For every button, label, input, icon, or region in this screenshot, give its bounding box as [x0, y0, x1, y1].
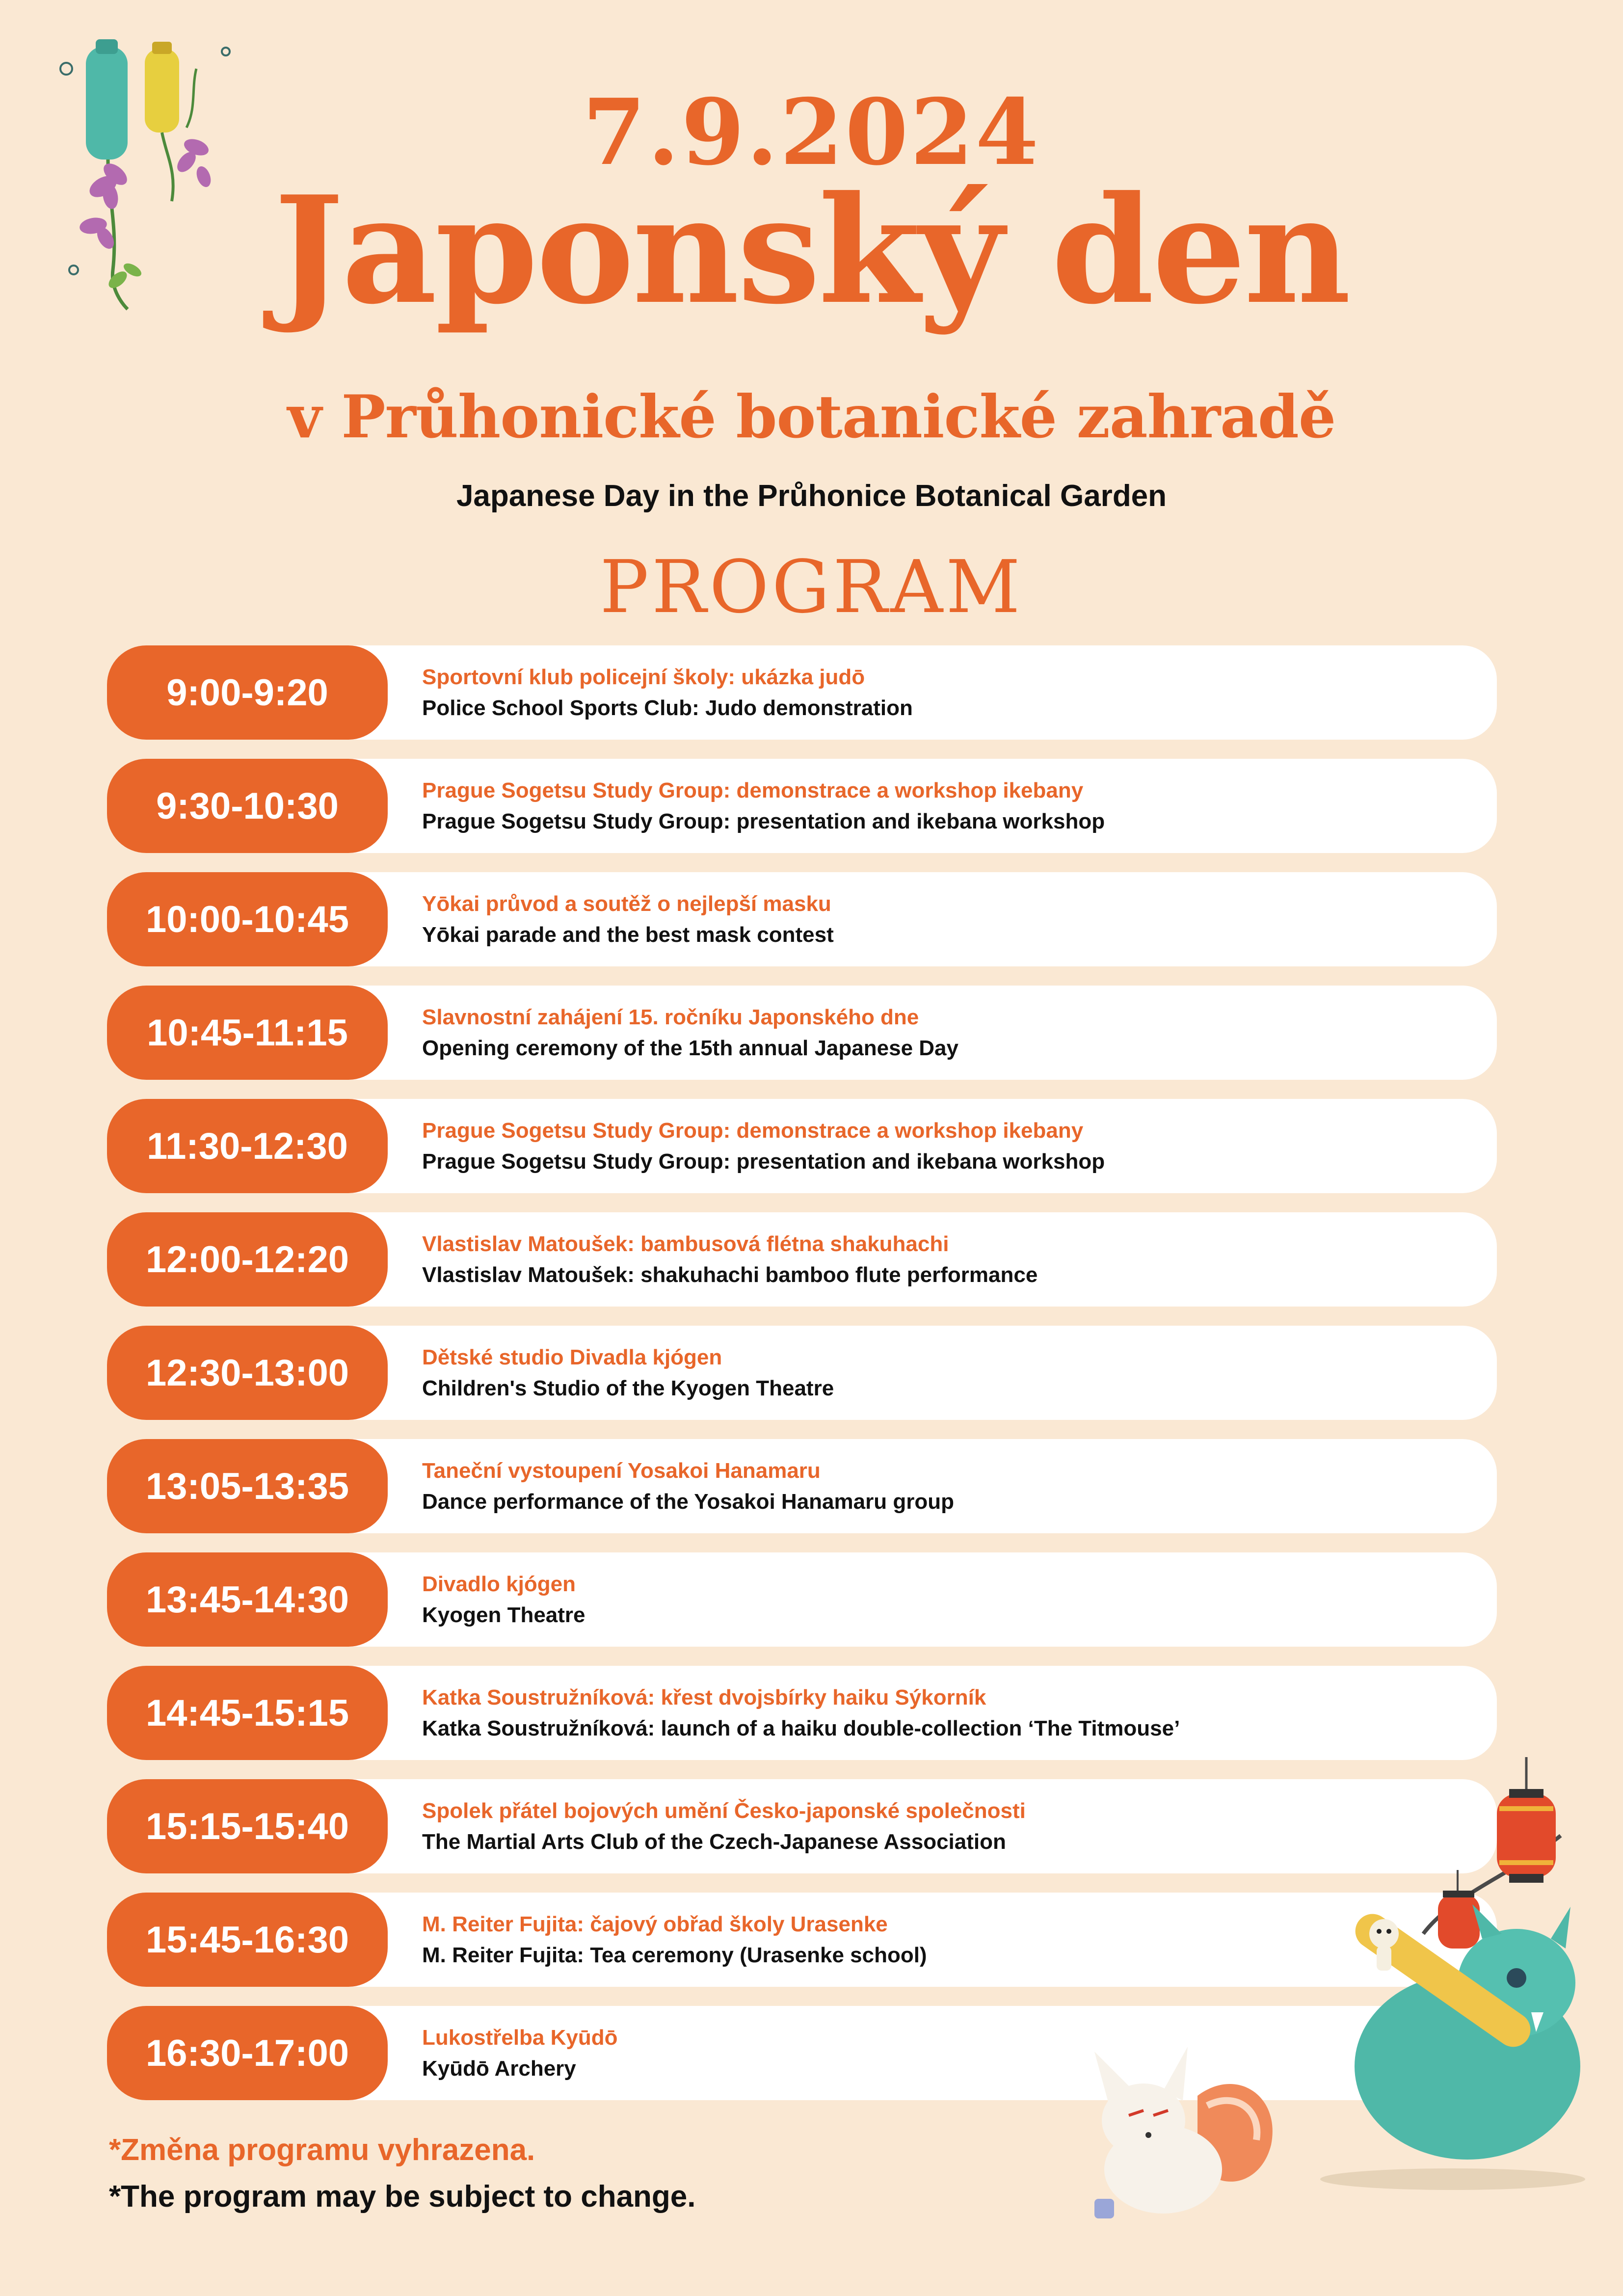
row-card [196, 1779, 1497, 1873]
event-title-czech: Yōkai průvod a soutěž o nejlepší masku [422, 892, 831, 916]
event-title-english: M. Reiter Fujita: Tea ceremony (Urasenke school) [422, 1943, 927, 1967]
event-title-english: Prague Sogetsu Study Group: presentation and ikebana workshop [422, 809, 1105, 833]
event-title-english: The Martial Arts Club of the Czech-Japanese Association [422, 1830, 1006, 1854]
event-title-czech: Lukostřelba Kyūdō [422, 2026, 618, 2050]
row-card [196, 872, 1497, 966]
row-card [196, 1439, 1497, 1533]
program-row [0, 1779, 1623, 1873]
page-subtitle-english: Japanese Day in the Průhonice Botanical Garden [456, 479, 1167, 513]
program-row [0, 645, 1623, 740]
event-title-czech: Sportovní klub policejní školy: ukázka judō [422, 665, 865, 689]
time-slot: 16:30-17:00 [107, 2006, 388, 2100]
event-title-czech: Vlastislav Matoušek: bambusová flétna shakuhachi [422, 1232, 949, 1256]
program-row [0, 986, 1623, 1080]
row-card [196, 1552, 1497, 1647]
row-card [196, 759, 1497, 853]
time-slot: 15:15-15:40 [107, 1779, 388, 1873]
event-title-english: Vlastislav Matoušek: shakuhachi bamboo flute performance [422, 1263, 1038, 1287]
time-slot: 12:30-13:00 [107, 1326, 388, 1420]
page-title: Japonský den [274, 163, 1349, 337]
time-slot: 10:00-10:45 [107, 872, 388, 966]
row-card [196, 1666, 1497, 1760]
program-heading: PROGRAM [600, 545, 1023, 629]
event-title-czech: Katka Soustružníková: křest dvojsbírky haiku Sýkorník [422, 1685, 986, 1709]
row-card [196, 1326, 1497, 1420]
event-title-czech: Taneční vystoupení Yosakoi Hanamaru [422, 1459, 821, 1483]
program-row [0, 1326, 1623, 1420]
event-title-english: Kyūdō Archery [422, 2056, 576, 2081]
disclaimer-english: *The program may be subject to change. [109, 2180, 696, 2214]
time-slot: 12:00-12:20 [107, 1212, 388, 1307]
event-title-czech: Prague Sogetsu Study Group: demonstrace a workshop ikebany [422, 778, 1084, 802]
program-row [0, 759, 1623, 853]
row-card [196, 1099, 1497, 1193]
event-title-english: Kyogen Theatre [422, 1603, 585, 1627]
program-row [0, 1212, 1623, 1307]
disclaimer-czech: *Změna programu vyhrazena. [109, 2133, 535, 2167]
time-slot: 14:45-15:15 [107, 1666, 388, 1760]
program-row [0, 872, 1623, 966]
event-title-czech: M. Reiter Fujita: čajový obřad školy Urasenke [422, 1912, 888, 1936]
program-row [0, 1552, 1623, 1647]
program-row [0, 1666, 1623, 1760]
event-date: 7.9.2024 [582, 79, 1041, 186]
event-title-english: Opening ceremony of the 15th annual Japanese Day [422, 1036, 958, 1060]
row-card [196, 986, 1497, 1080]
event-title-czech: Divadlo kjógen [422, 1572, 576, 1596]
event-title-english: Katka Soustružníková: launch of a haiku double-collection ‘The Titmouse’ [422, 1716, 1180, 1740]
time-slot: 13:45-14:30 [107, 1552, 388, 1647]
event-title-english: Yōkai parade and the best mask contest [422, 923, 834, 947]
page-subtitle: v Průhonické botanické zahradě [287, 382, 1336, 452]
program-row [0, 1439, 1623, 1533]
row-card [196, 645, 1497, 740]
time-slot: 11:30-12:30 [107, 1099, 388, 1193]
row-card [196, 1212, 1497, 1307]
time-slot: 9:30-10:30 [107, 759, 388, 853]
time-slot: 10:45-11:15 [107, 986, 388, 1080]
time-slot: 15:45-16:30 [107, 1893, 388, 1987]
oni-monster-illustration [1286, 1904, 1600, 2199]
kitsune-fox-illustration [1075, 2037, 1301, 2223]
event-title-english: Prague Sogetsu Study Group: presentation and ikebana workshop [422, 1149, 1105, 1174]
program-row [0, 1099, 1623, 1193]
event-title-english: Police School Sports Club: Judo demonstration [422, 696, 913, 720]
event-title-english: Children's Studio of the Kyogen Theatre [422, 1376, 834, 1400]
event-title-czech: Spolek přátel bojových umění Česko-japonské společnosti [422, 1799, 1026, 1823]
event-title-czech: Dětské studio Divadla kjógen [422, 1345, 722, 1369]
event-title-czech: Prague Sogetsu Study Group: demonstrace a workshop ikebany [422, 1119, 1084, 1143]
event-title-english: Dance performance of the Yosakoi Hanamaru group [422, 1490, 954, 1514]
event-title-czech: Slavnostní zahájení 15. ročníku Japonského dne [422, 1005, 919, 1029]
time-slot: 13:05-13:35 [107, 1439, 388, 1533]
time-slot: 9:00-9:20 [107, 645, 388, 740]
